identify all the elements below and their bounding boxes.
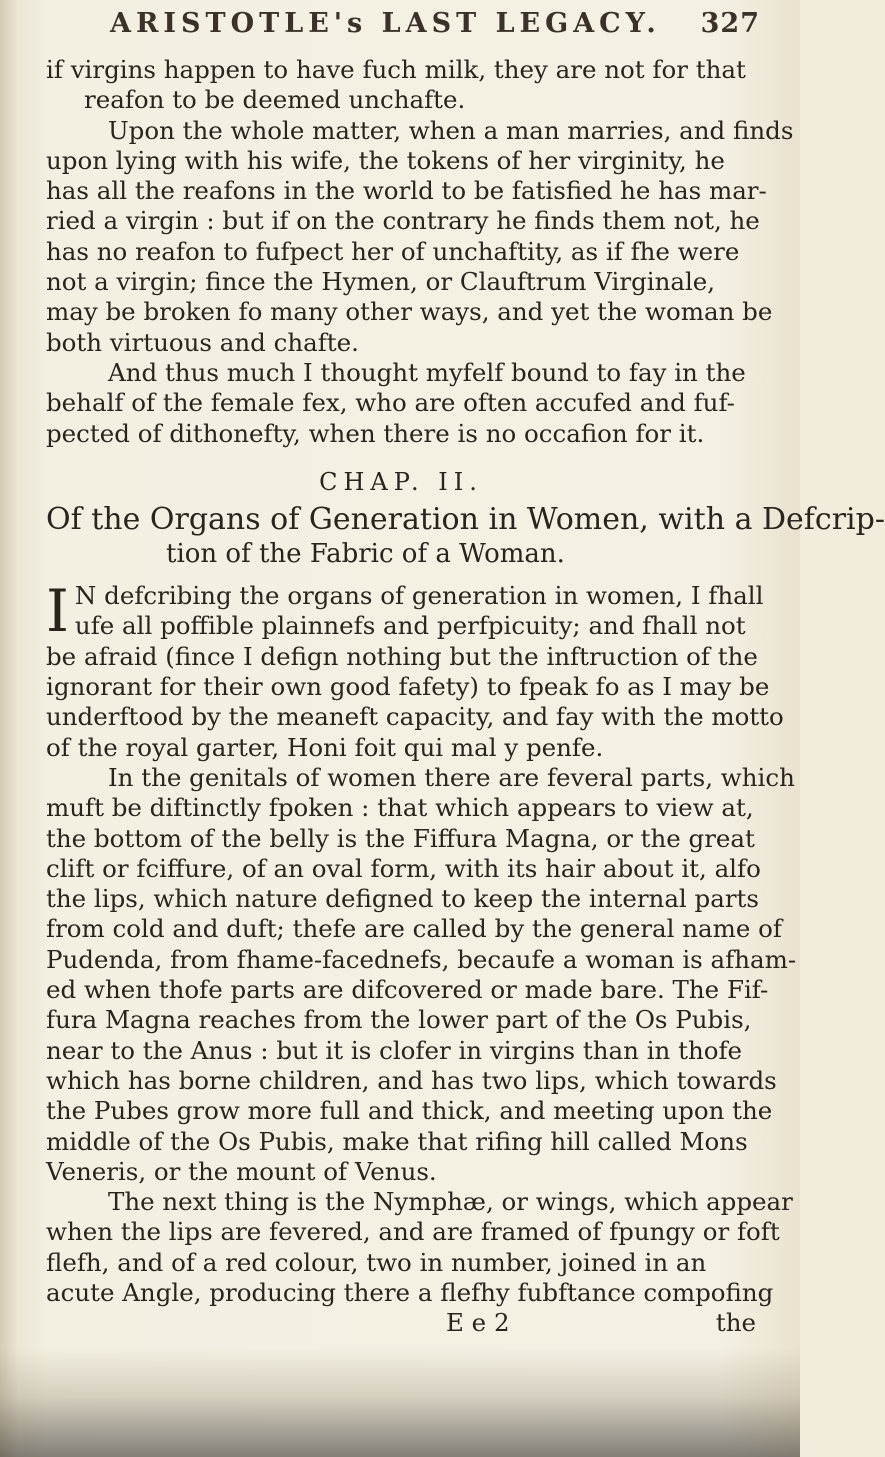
page-edge-shadow	[0, 1347, 800, 1457]
text-line: Veneris, or the mount of Venus.	[46, 1156, 437, 1186]
opening-paragraph	[46, 577, 784, 763]
catchword: the	[715, 1308, 756, 1338]
text-line: underftood by the meaneft capacity, and fay with the motto	[46, 702, 784, 732]
text-line: Upon the whole matter, when a man marries, and finds	[108, 115, 794, 145]
text-line: near to the Anus : but it is clofer in virgins than in thofe	[46, 1035, 743, 1065]
text-line: pected of dithonefty, when there is no occafion for it.	[46, 418, 705, 448]
text-line: may be broken fo many other ways, and yet the woman be	[46, 297, 773, 327]
chapter-heading-continued: tion of the Fabric of a Woman.	[166, 539, 565, 570]
text-line: ignorant for their own good fafety) to fpeak fo as I may be	[46, 672, 770, 702]
text-line: muft be diftinctly fpoken : that which appears to view at,	[46, 793, 754, 823]
text-line: the bottom of the belly is the Fiffura Magna, or the great	[46, 823, 755, 853]
text-line: behalf of the female fex, who are often accufed and fuf-	[46, 388, 735, 418]
text-line: In the genitals of women there are feveral parts, which	[108, 762, 795, 792]
text-line: has all the reafons in the world to be fatisfied he has mar-	[46, 176, 767, 206]
running-head	[110, 8, 760, 39]
footer-line	[46, 1308, 756, 1338]
text-line: the lips, which nature defigned to keep the internal parts	[46, 884, 759, 914]
text-line: the Pubes grow more full and thick, and meeting upon the	[46, 1096, 773, 1126]
text-line: from cold and duft; thefe are called by the general name of	[46, 914, 783, 944]
text-line: reafon to be deemed unchafte.	[84, 85, 466, 115]
text-line: fura Magna reaches from the lower part of the Os Pubis,	[46, 1005, 752, 1035]
text-line: flefh, and of a red colour, two in number, joined in an	[46, 1247, 707, 1277]
text-line: clift or fciffure, of an oval form, with its hair about it, alfo	[46, 853, 761, 883]
text-line: of the royal garter, Honi foit qui mal y penfe.	[46, 732, 604, 762]
signature-mark: E e 2	[446, 1308, 510, 1338]
text-line: middle of the Os Pubis, make that rifing hill called Mons	[46, 1126, 748, 1156]
text-line: be afraid (fince I defign nothing but the inftruction of the	[46, 641, 758, 671]
text-line: which has borne children, and has two lips, which towards	[46, 1065, 777, 1095]
text-line: both virtuous and chafte.	[46, 327, 359, 357]
drop-cap: I	[46, 577, 69, 646]
text-line: has no reafon to fufpect her of unchaftity, as if fhe were	[46, 236, 740, 266]
body-text	[46, 55, 885, 1339]
text-line: The next thing is the Nymphæ, or wings, which appear	[108, 1187, 793, 1217]
text-line: when the lips are fevered, and are framed of fpungy or foft	[46, 1217, 780, 1247]
text-line: N defcribing the organs of generation in women, I fhall	[74, 581, 764, 611]
text-line: ed when thofe parts are difcovered or made bare. The Fif-	[46, 975, 769, 1005]
text-line: if virgins happen to have fuch milk, they are not for that	[46, 55, 746, 84]
text-line: ried a virgin : but if on the contrary he finds them not, he	[46, 206, 760, 236]
text-line: acute Angle, producing there a flefhy fubftance compofing	[46, 1277, 774, 1307]
running-title: ARISTOTLE's LAST LEGACY.	[110, 8, 661, 39]
text-line: And thus much I thought myfelf bound to fay in the	[108, 357, 746, 387]
text-line: not a virgin; fince the Hymen, or Clauftrum Virginale,	[46, 267, 716, 297]
text-line: Pudenda, from fhame-facednefs, becaufe a woman is afham-	[46, 944, 797, 974]
page-number: 327	[700, 8, 760, 39]
chapter-number: CHAP. II.	[319, 467, 483, 496]
text-line: ufe all poffible plainnefs and perfpicuity; and fhall not	[74, 611, 746, 641]
page-gutter	[0, 0, 18, 1457]
text-line: upon lying with his wife, the tokens of her virginity, he	[46, 145, 725, 175]
chapter-heading: Of the Organs of Generation in Women, with a Defcrip-	[46, 502, 885, 538]
